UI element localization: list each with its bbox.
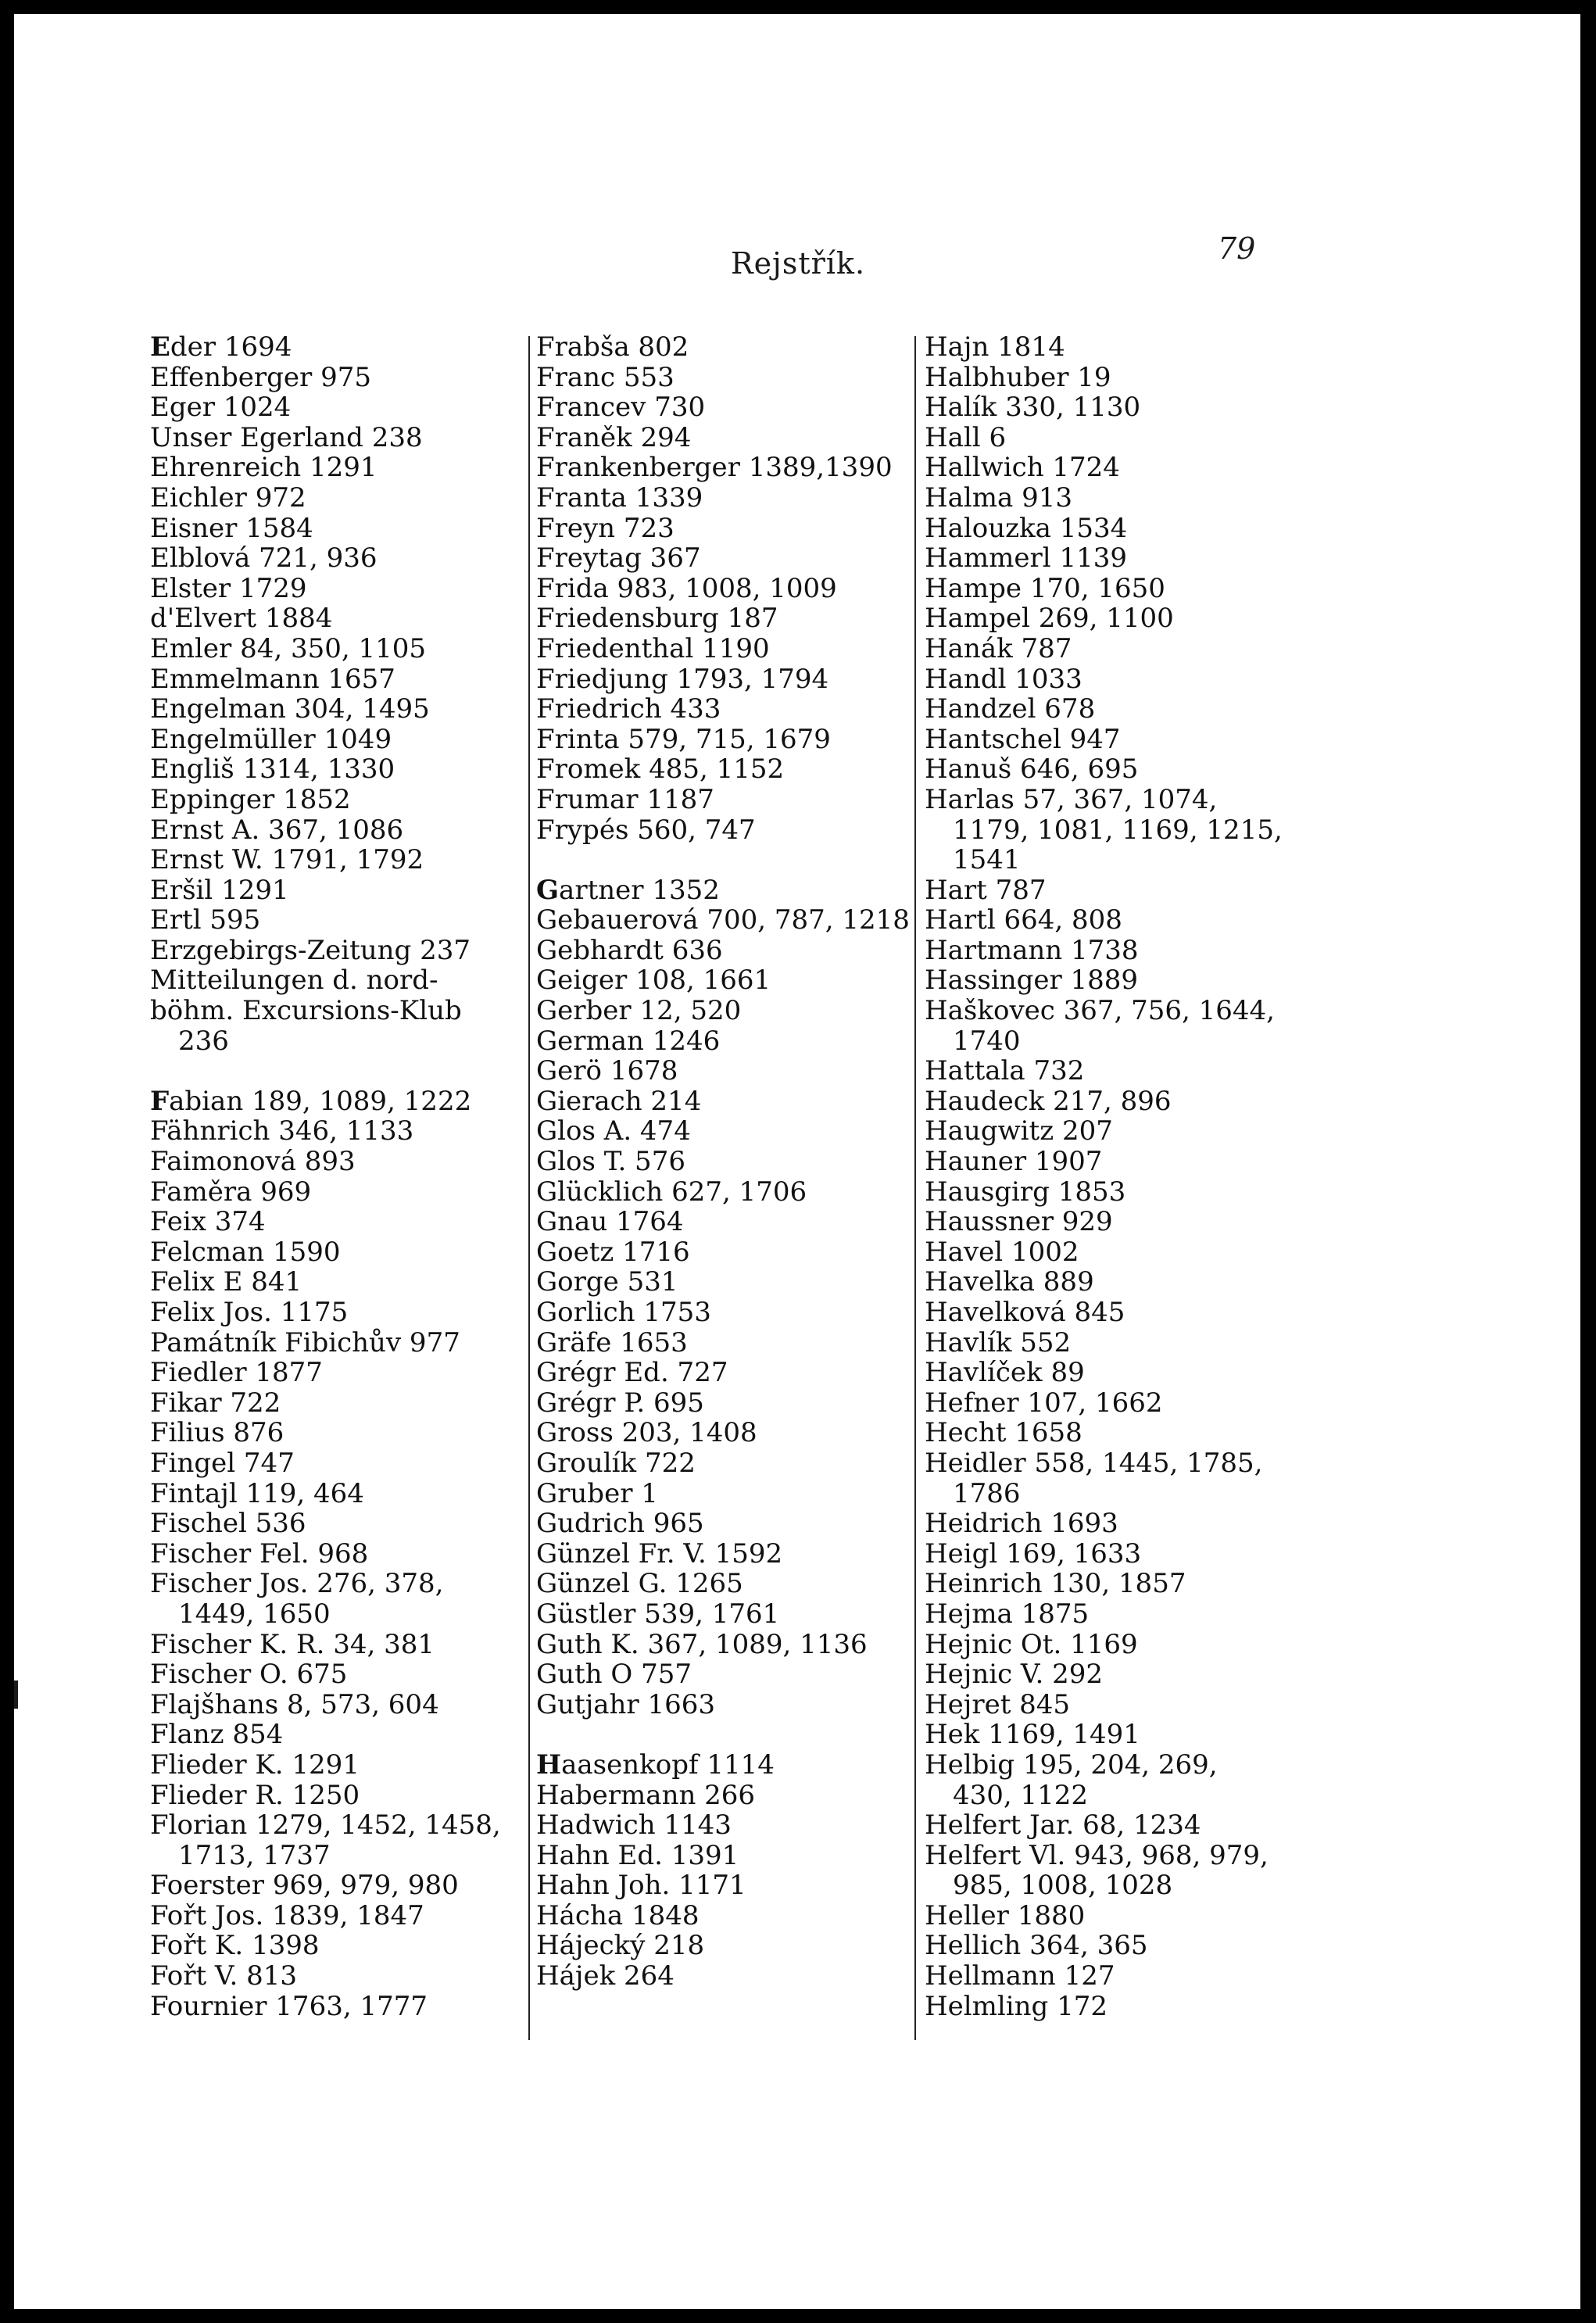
index-entry: Havelka 889	[925, 1266, 1094, 1298]
index-section-h-cont	[925, 332, 1308, 2021]
index-entry: Hejma 1875	[925, 1598, 1090, 1630]
index-entry: Eppinger 1852	[150, 783, 351, 815]
index-entry: Halbhuber 19	[925, 361, 1111, 393]
index-entry: Hahn Joh. 1171	[536, 1870, 746, 1902]
index-entry: Hallwich 1724	[925, 452, 1120, 484]
index-entry: Frida 983, 1008, 1009	[536, 572, 837, 604]
index-entry: 1740	[953, 1025, 1021, 1057]
index-entry: Guth K. 367, 1089, 1136	[536, 1628, 868, 1660]
index-entry	[150, 332, 517, 363]
index-entry: Frumar 1187	[536, 783, 714, 815]
section-initial-letter: H	[536, 1749, 562, 1781]
index-entry: Francev 730	[536, 392, 706, 424]
index-entry: Hassinger 1889	[925, 965, 1139, 997]
index-entry: Guth O 757	[536, 1659, 692, 1691]
index-entry: Florian 1279, 1452, 1458,	[150, 1809, 501, 1842]
index-entry: Feix 374	[150, 1206, 266, 1238]
index-entry: Heigl 169, 1633	[925, 1537, 1142, 1570]
index-entry: Gruber 1	[536, 1477, 658, 1509]
index-entry: Faměra 969	[150, 1176, 312, 1208]
index-entry: Heller 1880	[925, 1899, 1086, 1931]
index-entry: Halma 913	[925, 481, 1073, 514]
index-entry: Flajšhans 8, 573, 604	[150, 1688, 439, 1720]
index-entry: 1449, 1650	[178, 1598, 331, 1630]
index-section-f-cont	[536, 332, 911, 845]
index-section-e	[150, 332, 517, 1056]
index-entry: Fořt K. 1398	[150, 1930, 320, 1962]
index-entry: Felix E 841	[150, 1266, 302, 1298]
index-entry: Havelková 845	[925, 1297, 1125, 1328]
index-entry: Hampel 269, 1100	[925, 603, 1174, 635]
index-column-2	[536, 332, 911, 1992]
index-entry: Gebauerová 700, 787, 1218	[536, 904, 910, 936]
index-entry: Hantschel 947	[925, 723, 1121, 755]
index-entry: Hácha 1848	[536, 1899, 700, 1931]
index-entry: Grégr P. 695	[536, 1387, 704, 1419]
binding-edge-mark	[14, 1681, 18, 1709]
index-entry: Hellich 364, 365	[925, 1930, 1148, 1962]
index-entry: Engelman 304, 1495	[150, 693, 430, 725]
index-entry: Günzel Fr. V. 1592	[536, 1537, 783, 1570]
index-entry: Haškovec 367, 756, 1644,	[925, 995, 1275, 1027]
index-entry: Gudrich 965	[536, 1508, 704, 1540]
index-entry: Helfert Jar. 68, 1234	[925, 1809, 1201, 1842]
index-entry	[536, 1750, 911, 1781]
index-section-f	[150, 1086, 517, 2021]
index-entry: Hausgirg 1853	[925, 1176, 1126, 1208]
index-entry: Grégr Ed. 727	[536, 1357, 728, 1389]
index-entry: Fähnrich 346, 1133	[150, 1115, 414, 1147]
index-entry: Fořt V. 813	[150, 1960, 298, 1992]
index-entry: Flanz 854	[150, 1719, 284, 1751]
index-entry: Hecht 1658	[925, 1417, 1082, 1449]
index-entry: Glücklich 627, 1706	[536, 1176, 807, 1208]
index-entry: Fischer Fel. 968	[150, 1537, 369, 1570]
index-entry: Foerster 969, 979, 980	[150, 1870, 459, 1902]
index-entry: Günzel G. 1265	[536, 1568, 743, 1600]
index-entry	[536, 875, 911, 906]
index-entry: Elster 1729	[150, 572, 307, 604]
index-entry: Hampe 170, 1650	[925, 572, 1165, 604]
index-entry: Gross 203, 1408	[536, 1417, 757, 1449]
index-entry: Fořt Jos. 1839, 1847	[150, 1899, 424, 1931]
index-entry: Friedrich 433	[536, 693, 721, 725]
index-entry: Frypés 560, 747	[536, 814, 756, 846]
section-initial-letter: E	[150, 331, 170, 363]
entry-text: abian 189, 1089, 1222	[169, 1085, 472, 1117]
index-section-g	[536, 875, 911, 1720]
column-divider-1	[528, 336, 530, 2040]
index-entry: Hall 6	[925, 421, 1007, 453]
index-entry: Fischel 536	[150, 1508, 306, 1540]
index-entry: Ehrenreich 1291	[150, 452, 378, 484]
entry-text: der 1694	[170, 331, 292, 363]
section-initial-letter: F	[150, 1085, 170, 1117]
index-entry: Památník Fibichův 977	[150, 1326, 460, 1358]
running-title: Rejstřík.	[730, 246, 866, 281]
index-entry: Franěk 294	[536, 421, 692, 453]
index-entry: Unser Egerland 238	[150, 421, 423, 453]
index-entry: Geiger 108, 1661	[536, 965, 771, 997]
index-entry: Erzgebirgs-Zeitung 237	[150, 934, 471, 966]
index-section-h	[536, 1750, 911, 1992]
index-entry: Frinta 579, 715, 1679	[536, 723, 831, 755]
index-entry: Fischer Jos. 276, 378,	[150, 1568, 444, 1600]
index-entry: Hammerl 1139	[925, 542, 1127, 574]
index-entry: Gorlich 1753	[536, 1297, 711, 1328]
index-entry: Handzel 678	[925, 693, 1096, 725]
index-entry: d'Elvert 1884	[150, 603, 333, 635]
index-entry: Flieder R. 1250	[150, 1779, 360, 1811]
index-entry: Goetz 1716	[536, 1236, 690, 1268]
index-entry: Eichler 972	[150, 481, 306, 514]
index-entry: Fiedler 1877	[150, 1357, 323, 1389]
index-entry: Fournier 1763, 1777	[150, 1990, 428, 2022]
index-entry: Habermann 266	[536, 1779, 756, 1811]
index-entry: Hájecký 218	[536, 1930, 705, 1962]
index-entry: 430, 1122	[953, 1779, 1089, 1811]
index-entry: Emler 84, 350, 1105	[150, 632, 427, 664]
index-entry: Heidrich 1693	[925, 1508, 1118, 1540]
index-entry: Friedensburg 187	[536, 603, 778, 635]
index-entry: Ernst W. 1791, 1792	[150, 844, 424, 876]
index-entry: Hanák 787	[925, 632, 1072, 664]
index-entry: Felix Jos. 1175	[150, 1297, 349, 1328]
index-entry: Gutjahr 1663	[536, 1688, 716, 1720]
index-entry: Gräfe 1653	[536, 1326, 688, 1358]
index-entry: Glos T. 576	[536, 1146, 685, 1178]
index-column-1	[150, 332, 517, 2021]
index-entry: Havlíček 89	[925, 1357, 1085, 1389]
index-entry: Hajn 1814	[925, 331, 1065, 363]
index-entry: Engelmüller 1049	[150, 723, 392, 755]
index-entry: Haudeck 217, 896	[925, 1085, 1172, 1117]
index-entry: Ernst A. 367, 1086	[150, 814, 404, 846]
index-entry: Haussner 929	[925, 1206, 1113, 1238]
index-entry: Effenberger 975	[150, 361, 371, 393]
index-entry: Heinrich 130, 1857	[925, 1568, 1186, 1600]
index-entry: Hejret 845	[925, 1688, 1071, 1720]
index-entry: 1179, 1081, 1169, 1215,	[953, 814, 1283, 846]
index-entry: Hejnic Ot. 1169	[925, 1628, 1138, 1660]
index-entry: Helmling 172	[925, 1990, 1108, 2022]
index-entry: Fischer O. 675	[150, 1659, 348, 1691]
index-entry: Hattala 732	[925, 1055, 1085, 1087]
index-entry: Havel 1002	[925, 1236, 1079, 1268]
page-number: 79	[1218, 231, 1256, 266]
index-entry: Felcman 1590	[150, 1236, 341, 1268]
section-initial-letter: G	[536, 874, 560, 906]
index-entry: Fikar 722	[150, 1387, 281, 1419]
index-entry: Filius 876	[150, 1417, 284, 1449]
index-entry: Gierach 214	[536, 1085, 702, 1117]
entry-text: artner 1352	[559, 874, 720, 906]
index-entry: Güstler 539, 1761	[536, 1598, 780, 1630]
index-entry: Hájek 264	[536, 1960, 675, 1992]
index-entry: Havlík 552	[925, 1326, 1072, 1358]
index-entry: Gerber 12, 520	[536, 995, 742, 1027]
index-entry: Helbig 195, 204, 269,	[925, 1749, 1218, 1781]
index-entry: Hanuš 646, 695	[925, 753, 1139, 786]
index-entry: 236	[178, 1025, 229, 1057]
index-entry: Friedjung 1793, 1794	[536, 663, 829, 695]
index-entry: Fintajl 119, 464	[150, 1477, 364, 1509]
index-entry: Harlas 57, 367, 1074,	[925, 783, 1218, 815]
index-entry: Gorge 531	[536, 1266, 678, 1298]
index-entry: Hauner 1907	[925, 1146, 1103, 1178]
index-entry: Halouzka 1534	[925, 512, 1128, 544]
index-entry: Gnau 1764	[536, 1206, 684, 1238]
index-entry: Freyn 723	[536, 512, 675, 544]
index-entry: Faimonová 893	[150, 1146, 356, 1178]
index-entry: Eršil 1291	[150, 874, 289, 906]
index-entry: Ertl 595	[150, 904, 261, 936]
index-entry: Halík 330, 1130	[925, 392, 1141, 424]
index-entry: Hejnic V. 292	[925, 1659, 1104, 1691]
index-entry: Hellmann 127	[925, 1960, 1115, 1992]
index-entry: Frankenberger 1389,1390	[536, 452, 893, 484]
index-entry: Fromek 485, 1152	[536, 753, 785, 786]
index-entry: Hart 787	[925, 874, 1047, 906]
index-entry: 985, 1008, 1028	[953, 1870, 1173, 1902]
index-entry: Elblová 721, 936	[150, 542, 378, 574]
entry-text: aasenkopf 1114	[561, 1749, 775, 1781]
index-entry: Franta 1339	[536, 481, 703, 514]
index-entry: Heidler 558, 1445, 1785,	[925, 1447, 1263, 1479]
index-entry: 1541	[953, 844, 1021, 876]
column-divider-2	[914, 336, 916, 2040]
index-entry: Hartl 664, 808	[925, 904, 1122, 936]
index-column-3	[925, 332, 1308, 2021]
index-entry: Fingel 747	[150, 1447, 295, 1479]
index-entry: Hadwich 1143	[536, 1809, 732, 1842]
index-entry: Haugwitz 207	[925, 1115, 1113, 1147]
index-entry: böhm. Excursions-Klub	[150, 995, 462, 1027]
index-entry: Friedenthal 1190	[536, 632, 770, 664]
index-entry: Glos A. 474	[536, 1115, 691, 1147]
index-entry: Franc 553	[536, 361, 675, 393]
index-entry: Mitteilungen d. nord-	[150, 965, 438, 997]
index-entry: Flieder K. 1291	[150, 1749, 360, 1781]
index-entry	[150, 1086, 517, 1117]
index-entry: 1713, 1737	[178, 1839, 331, 1871]
index-entry: Gerö 1678	[536, 1055, 678, 1087]
index-entry: Handl 1033	[925, 663, 1082, 695]
index-entry: Frabša 802	[536, 331, 689, 363]
index-entry: Eger 1024	[150, 392, 292, 424]
index-entry: Fischer K. R. 34, 381	[150, 1628, 435, 1660]
index-entry: German 1246	[536, 1025, 721, 1057]
index-entry: Hefner 107, 1662	[925, 1387, 1163, 1419]
index-entry: Hartmann 1738	[925, 934, 1139, 966]
index-entry: Engliš 1314, 1330	[150, 753, 395, 786]
index-entry: Groulík 722	[536, 1447, 696, 1479]
index-entry: Emmelmann 1657	[150, 663, 395, 695]
index-entry: 1786	[953, 1477, 1021, 1509]
index-entry: Hek 1169, 1491	[925, 1719, 1140, 1751]
index-entry: Freytag 367	[536, 542, 701, 574]
index-entry: Hahn Ed. 1391	[536, 1839, 739, 1871]
index-entry: Helfert Vl. 943, 968, 979,	[925, 1839, 1269, 1871]
index-entry: Eisner 1584	[150, 512, 313, 544]
index-entry: Gebhardt 636	[536, 934, 723, 966]
